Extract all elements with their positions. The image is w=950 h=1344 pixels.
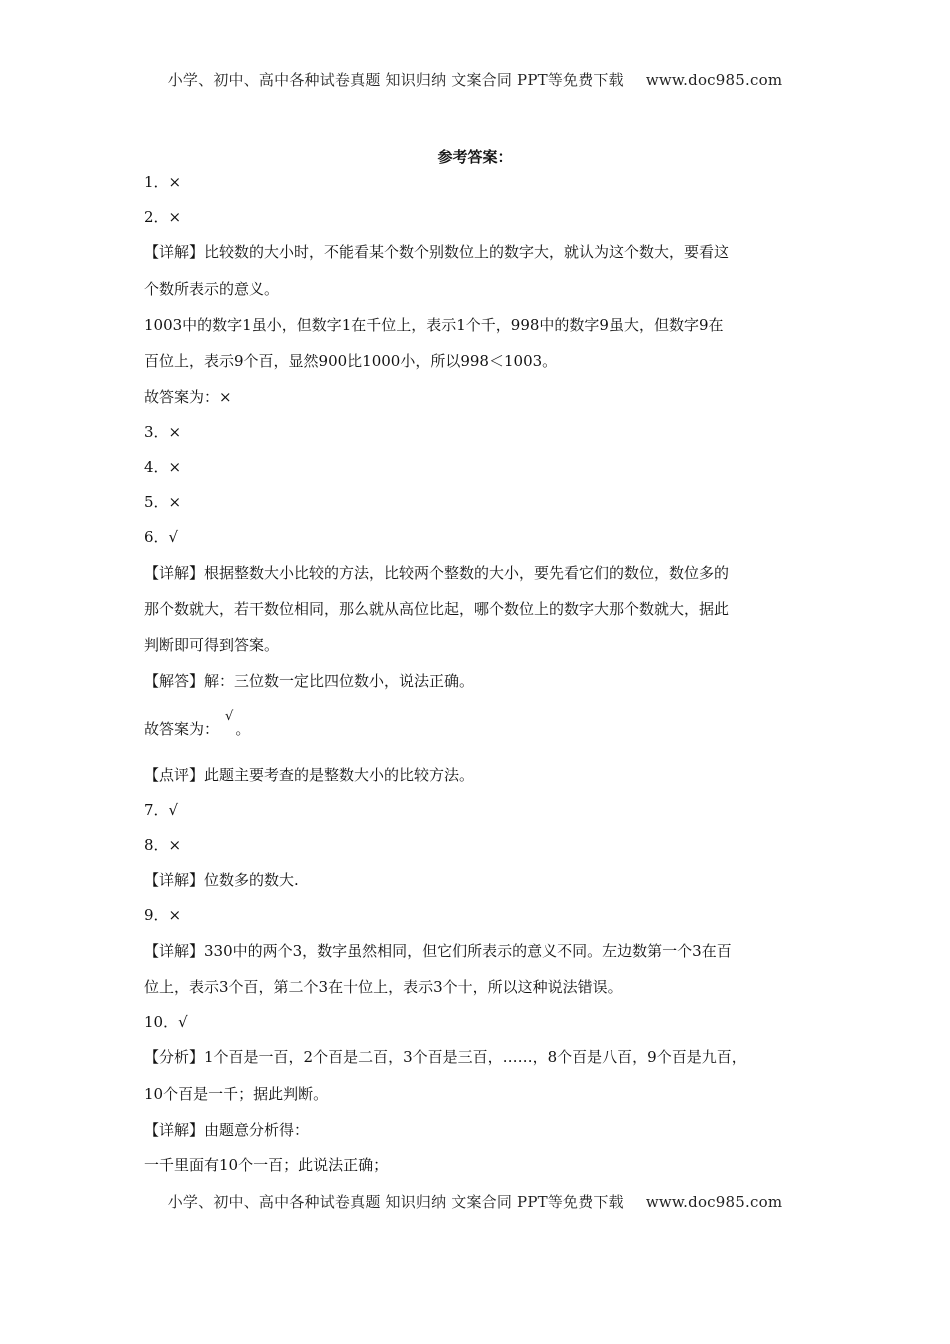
answer-line: 【详解】由题意分析得： xyxy=(144,1121,310,1139)
answer-line: 8．× xyxy=(144,836,182,854)
answer-line: 【解答】解：三位数一定比四位数小，说法正确。 xyxy=(144,672,475,690)
answer-line: 个数所表示的意义。 xyxy=(144,280,280,298)
answer-line: 10．√ xyxy=(144,1013,188,1031)
answer-line: 【点评】此题主要考查的是整数大小的比较方法。 xyxy=(144,766,475,784)
header-site-link[interactable]: www.doc985.com xyxy=(645,71,783,89)
answer-line: 2．× xyxy=(144,208,182,226)
footer-site-link[interactable]: www.doc985.com xyxy=(645,1193,783,1211)
answer-line: 位上，表示3个百，第二个3在十位上，表示3个十，所以这种说法错误。 xyxy=(144,978,623,996)
answer-line: 判断即可得到答案。 xyxy=(144,636,280,654)
answer-prefix: 故答案为： xyxy=(144,720,220,738)
page-footer xyxy=(0,1191,950,1212)
page-title: 参考答案： xyxy=(437,148,513,166)
answer-suffix: 。 xyxy=(235,720,251,738)
answer-line: 故答案为：× xyxy=(144,388,232,406)
answer-line: 5．× xyxy=(144,493,182,511)
answer-line: 1003中的数字1虽小，但数字1在千位上，表示1个千，998中的数字9虽大，但数字9在 xyxy=(144,316,724,334)
answer-line-6 xyxy=(144,709,251,739)
answer-line: 9．× xyxy=(144,906,182,924)
page-header xyxy=(0,69,950,90)
answer-line: 【详解】位数多的数大. xyxy=(144,871,299,889)
header-text: 小学、初中、高中各种试卷真题 知识归纳 文案合同 PPT等免费下载 xyxy=(167,71,624,89)
answer-line: 6．√ xyxy=(144,528,179,546)
answer-line: 7．√ xyxy=(144,801,179,819)
answer-line: 4．× xyxy=(144,458,182,476)
answer-line: 【详解】根据整数大小比较的方法，比较两个整数的大小，要先看它们的数位，数位多的 xyxy=(144,564,730,582)
answer-line: 百位上，表示9个百，显然900比1000小，所以998＜1003。 xyxy=(144,352,558,370)
footer-text: 小学、初中、高中各种试卷真题 知识归纳 文案合同 PPT等免费下载 xyxy=(167,1193,624,1211)
answer-line: 3．× xyxy=(144,423,182,441)
answer-line: 【详解】比较数的大小时，不能看某个数个别数位上的数字大，就认为这个数大，要看这 xyxy=(144,243,730,261)
answer-line: 那个数就大，若干数位相同，那么就从高位比起，哪个数位上的数字大那个数就大，据此 xyxy=(144,600,730,618)
answer-line: 【分析】1个百是一百，2个百是二百，3个百是三百，……，8个百是八百，9个百是九百， xyxy=(144,1048,747,1066)
answer-line: 1．× xyxy=(144,173,182,191)
check-mark-icon: √ xyxy=(225,709,234,724)
answer-line: 【详解】330中的两个3，数字虽然相同，但它们所表示的意义不同。左边数第一个3在百 xyxy=(144,942,732,960)
answer-line: 10个百是一千；据此判断。 xyxy=(144,1085,329,1103)
answer-line: 一千里面有10个一百；此说法正确； xyxy=(144,1156,389,1174)
